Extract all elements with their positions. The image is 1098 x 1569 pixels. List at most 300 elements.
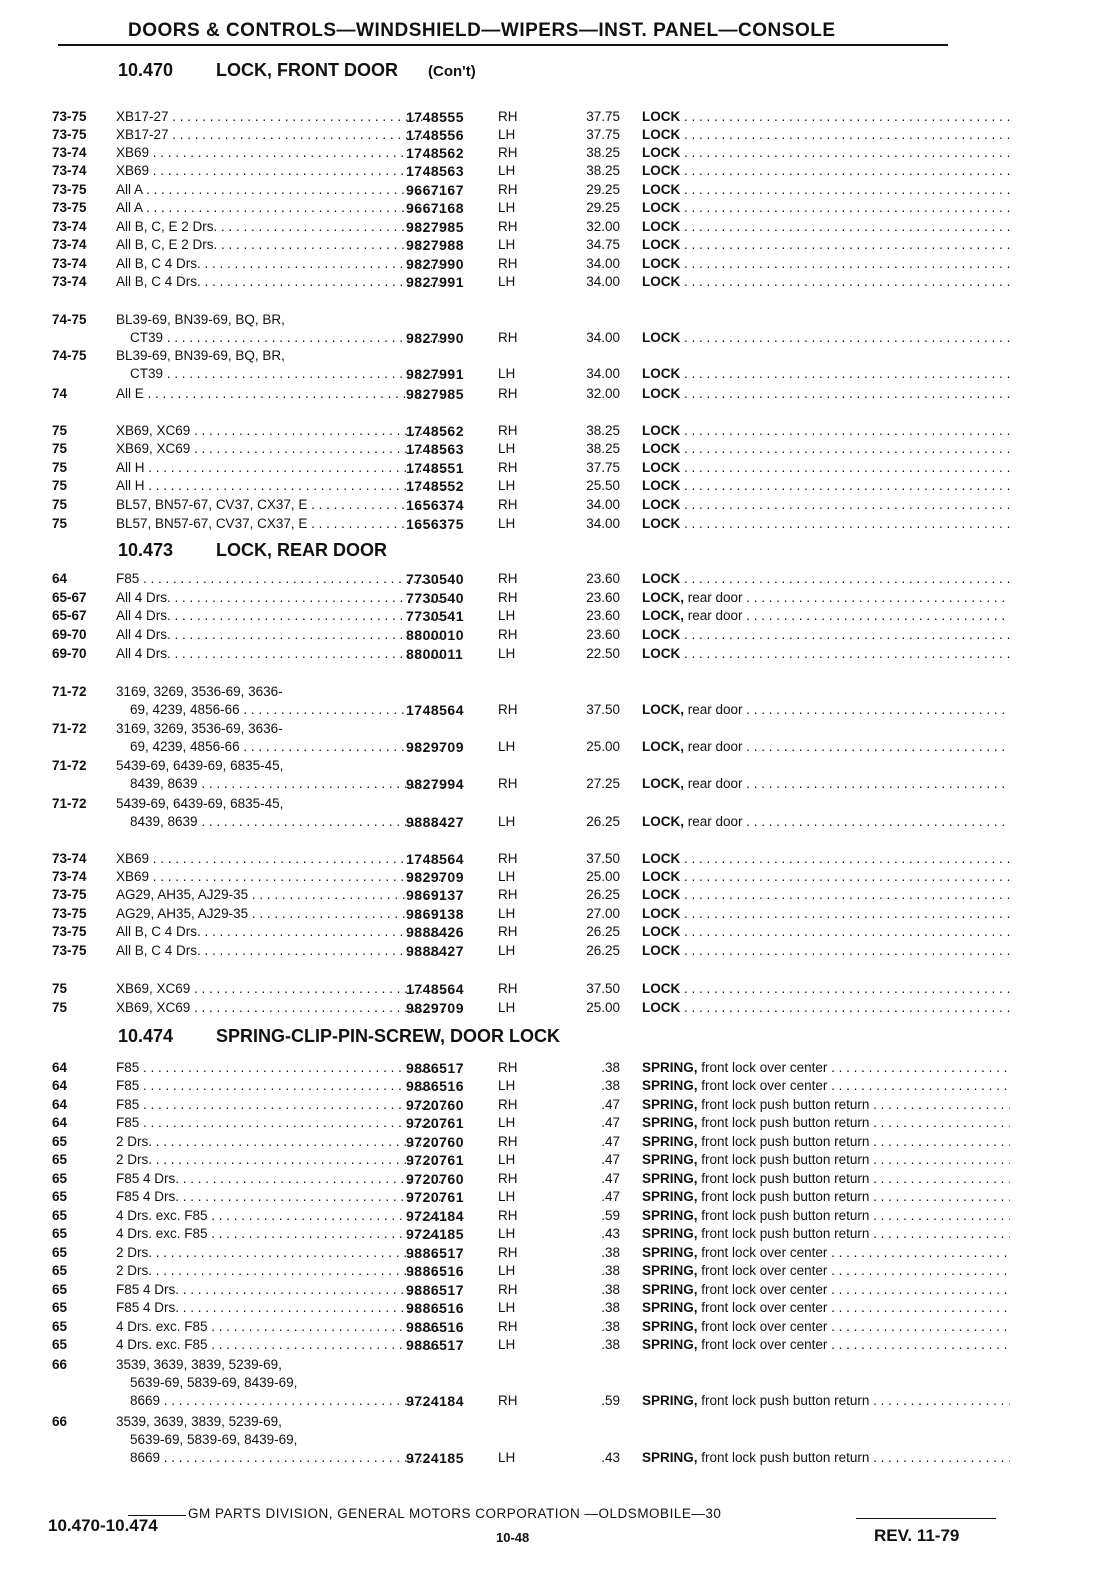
side: RH xyxy=(498,887,518,902)
side: LH xyxy=(498,608,516,623)
part-number: 9886516 xyxy=(406,1263,465,1279)
side: RH xyxy=(498,702,518,717)
footer-page-number: 10-48 xyxy=(496,1530,530,1545)
part-number: 1656375 xyxy=(406,516,465,532)
model-code-continued: 8669 . . . xyxy=(130,1392,446,1410)
model-year: 73-74 xyxy=(52,219,87,234)
price: .38 xyxy=(601,1282,620,1297)
description-note: rear door xyxy=(687,702,743,717)
description-name: SPRING, xyxy=(642,1245,698,1260)
description xyxy=(642,850,1010,868)
description-note: front lock push button return xyxy=(701,1393,870,1408)
side: RH xyxy=(498,1097,518,1112)
price: .47 xyxy=(601,1115,620,1130)
description xyxy=(642,385,1010,403)
description xyxy=(642,980,1010,998)
description-name: LOCK, xyxy=(642,608,684,623)
price: 27.25 xyxy=(586,776,620,791)
model-code: F85 . . . xyxy=(116,1077,446,1095)
model-year: 73-74 xyxy=(52,869,87,884)
description-note: front lock over center xyxy=(701,1337,828,1352)
model-year: 73-74 xyxy=(52,274,87,289)
description xyxy=(642,365,1010,383)
section-heading xyxy=(118,60,476,81)
price: .38 xyxy=(601,1078,620,1093)
description xyxy=(642,1318,1010,1336)
model-year: 71-72 xyxy=(52,796,87,811)
description-name: LOCK xyxy=(642,441,681,456)
price: .38 xyxy=(601,1337,620,1352)
description-note: rear door xyxy=(687,608,743,623)
side: RH xyxy=(498,386,518,401)
price: 34.00 xyxy=(586,497,620,512)
description-name: LOCK xyxy=(642,943,681,958)
description xyxy=(642,905,1010,923)
side: RH xyxy=(498,776,518,791)
model-year: 74-75 xyxy=(52,312,87,327)
description-name: SPRING, xyxy=(642,1152,698,1167)
part-number: 1748563 xyxy=(406,163,465,179)
table-row xyxy=(52,162,1012,180)
description xyxy=(642,886,1010,904)
model-year: 65-67 xyxy=(52,590,87,605)
price: 34.00 xyxy=(586,256,620,271)
side: LH xyxy=(498,646,516,661)
description xyxy=(642,1449,1010,1467)
part-number: 9827985 xyxy=(406,386,465,402)
side: LH xyxy=(498,1226,516,1241)
side: RH xyxy=(498,497,518,512)
model-year: 75 xyxy=(52,1000,68,1015)
description-name: SPRING, xyxy=(642,1393,698,1408)
price: 34.00 xyxy=(586,366,620,381)
description xyxy=(642,515,1010,533)
part-number: 9724184 xyxy=(406,1208,465,1224)
side: RH xyxy=(498,924,518,939)
price: 32.00 xyxy=(586,219,620,234)
part-number: 1748552 xyxy=(406,478,465,494)
table-row xyxy=(52,645,1012,663)
side: LH xyxy=(498,814,516,829)
description xyxy=(642,868,1010,886)
description xyxy=(642,1281,1010,1299)
model-code-continued: 5639-69, 5839-69, 8439-69, xyxy=(130,1432,298,1447)
model-year: 65 xyxy=(52,1152,68,1167)
model-year: 65 xyxy=(52,1300,68,1315)
model-code: AG29, AH35, AJ29-35 . . . xyxy=(116,905,446,923)
price: 38.25 xyxy=(586,423,620,438)
price: .38 xyxy=(601,1319,620,1334)
description-note: front lock push button return xyxy=(701,1097,870,1112)
side: RH xyxy=(498,571,518,586)
model-code: 4 Drs. exc. F85 . . . xyxy=(116,1318,446,1336)
price: 38.25 xyxy=(586,163,620,178)
model-year: 73-75 xyxy=(52,906,87,921)
price: 34.00 xyxy=(586,330,620,345)
description-name: LOCK xyxy=(642,906,681,921)
side: LH xyxy=(498,1450,516,1465)
description xyxy=(642,1392,1010,1410)
model-year: 69-70 xyxy=(52,627,87,642)
model-year: 73-75 xyxy=(52,109,87,124)
table-row xyxy=(52,1077,1012,1095)
model-year: 65 xyxy=(52,1208,68,1223)
model-code: 2 Drs. . . . xyxy=(116,1262,446,1280)
side: RH xyxy=(498,1208,518,1223)
section-continued: (Con't) xyxy=(428,63,476,80)
description-name: LOCK xyxy=(642,497,681,512)
part-number: 9827994 xyxy=(406,776,465,792)
model-code: All 4 Drs. . . . xyxy=(116,607,446,625)
model-code: 3169, 3269, 3536-69, 3636- xyxy=(116,721,283,736)
model-year: 66 xyxy=(52,1357,68,1372)
side: LH xyxy=(498,237,516,252)
footer-publisher: GM PARTS DIVISION, GENERAL MOTORS CORPORATION —OLDSMOBILE—30 xyxy=(188,1506,722,1521)
model-code: All B, C, E 2 Drs. . . . xyxy=(116,218,446,236)
part-number: 9827990 xyxy=(406,256,465,272)
description xyxy=(642,999,1010,1017)
model-code: 4 Drs. exc. F85 . . . xyxy=(116,1336,446,1354)
model-code: XB69, XC69 . . . xyxy=(116,422,446,440)
description-name: LOCK xyxy=(642,646,681,661)
model-year: 64 xyxy=(52,1078,68,1093)
part-number: 9886516 xyxy=(406,1319,465,1335)
model-code: 3539, 3639, 3839, 5239-69, xyxy=(116,1357,282,1372)
table-row xyxy=(52,440,1012,458)
model-code: 2 Drs. . . . xyxy=(116,1133,446,1151)
side: RH xyxy=(498,1319,518,1334)
description xyxy=(642,273,1010,291)
model-code: All B, C 4 Drs. . . . xyxy=(116,923,446,941)
description-name: LOCK, xyxy=(642,702,684,717)
table-row xyxy=(52,496,1012,514)
section-number: 10.474 xyxy=(118,1026,174,1046)
part-number: 9720760 xyxy=(406,1097,465,1113)
part-number: 9720760 xyxy=(406,1134,465,1150)
side: LH xyxy=(498,1189,516,1204)
side: RH xyxy=(498,1393,518,1408)
model-code: 2 Drs. . . . xyxy=(116,1151,446,1169)
description-name: SPRING, xyxy=(642,1134,698,1149)
price: .47 xyxy=(601,1152,620,1167)
model-code: 3539, 3639, 3839, 5239-69, xyxy=(116,1414,282,1429)
description xyxy=(642,329,1010,347)
model-code: BL57, BN57-67, CV37, CX37, E . . . xyxy=(116,515,446,533)
price: .47 xyxy=(601,1189,620,1204)
part-number: 8800010 xyxy=(406,627,465,643)
description-note: front lock push button return xyxy=(701,1115,870,1130)
model-year: 75 xyxy=(52,423,68,438)
price: 25.00 xyxy=(586,739,620,754)
description xyxy=(642,459,1010,477)
table-row xyxy=(52,255,1012,273)
side: LH xyxy=(498,127,516,142)
model-year: 74 xyxy=(52,386,68,401)
table-row xyxy=(52,607,1012,625)
page-footer xyxy=(48,1502,996,1552)
description-name: LOCK xyxy=(642,1000,681,1015)
part-number: 8800011 xyxy=(406,646,464,662)
description-name: SPRING, xyxy=(642,1171,698,1186)
model-year: 75 xyxy=(52,516,68,531)
description-note: rear door xyxy=(687,776,743,791)
description xyxy=(642,440,1010,458)
description-name: LOCK xyxy=(642,571,681,586)
model-code-continued: 8669 . . . xyxy=(130,1449,446,1467)
model-year: 65 xyxy=(52,1226,68,1241)
description-name: LOCK xyxy=(642,274,681,289)
price: 29.25 xyxy=(586,200,620,215)
description xyxy=(642,218,1010,236)
model-year: 65-67 xyxy=(52,608,87,623)
description-name: LOCK xyxy=(642,256,681,271)
model-code: All 4 Drs. . . . xyxy=(116,589,446,607)
description-note: front lock over center xyxy=(701,1078,828,1093)
part-number: 9720760 xyxy=(406,1171,465,1187)
table-row xyxy=(52,329,1012,347)
description-name: LOCK xyxy=(642,460,681,475)
table-row xyxy=(52,738,1012,756)
section-heading xyxy=(118,1026,560,1047)
description-note: front lock over center xyxy=(701,1245,828,1260)
description-note: front lock push button return xyxy=(701,1134,870,1149)
part-number: 9667167 xyxy=(406,182,465,198)
side: RH xyxy=(498,460,518,475)
table-row xyxy=(52,683,1012,701)
description-name: LOCK xyxy=(642,109,681,124)
part-number: 1748556 xyxy=(406,127,465,143)
table-row xyxy=(52,1207,1012,1225)
side: RH xyxy=(498,182,518,197)
description-name: LOCK xyxy=(642,182,681,197)
table-row xyxy=(52,923,1012,941)
description-note: front lock over center xyxy=(701,1282,828,1297)
table-row xyxy=(52,980,1012,998)
model-year: 65 xyxy=(52,1282,68,1297)
price: 38.25 xyxy=(586,145,620,160)
price: 25.00 xyxy=(586,869,620,884)
model-year: 75 xyxy=(52,478,68,493)
side: LH xyxy=(498,274,516,289)
model-year: 73-74 xyxy=(52,256,87,271)
description xyxy=(642,1188,1010,1206)
part-number: 9827991 xyxy=(406,366,465,382)
table-row xyxy=(52,1281,1012,1299)
price: 37.50 xyxy=(586,702,620,717)
model-year: 65 xyxy=(52,1337,68,1352)
table-row xyxy=(52,1413,1012,1431)
part-number: 9667168 xyxy=(406,200,465,216)
model-year: 66 xyxy=(52,1414,68,1429)
model-year: 64 xyxy=(52,1097,68,1112)
price: 25.00 xyxy=(586,1000,620,1015)
description-name: SPRING, xyxy=(642,1060,698,1075)
section-title: LOCK, REAR DOOR xyxy=(216,540,387,560)
price: .59 xyxy=(601,1208,620,1223)
model-code: All B, C 4 Drs. . . . xyxy=(116,255,446,273)
table-row xyxy=(52,757,1012,775)
table-row xyxy=(52,1170,1012,1188)
section-number: 10.470 xyxy=(118,60,174,80)
side: LH xyxy=(498,869,516,884)
part-number: 9827988 xyxy=(406,237,465,253)
price: .38 xyxy=(601,1060,620,1075)
table-row xyxy=(52,850,1012,868)
part-number: 9886516 xyxy=(406,1078,465,1094)
table-row xyxy=(52,144,1012,162)
price: 23.60 xyxy=(586,590,620,605)
price: 37.50 xyxy=(586,851,620,866)
price: .43 xyxy=(601,1226,620,1241)
table-row xyxy=(52,720,1012,738)
section-title: LOCK, FRONT DOOR xyxy=(216,60,398,80)
model-code: BL57, BN57-67, CV37, CX37, E . . . xyxy=(116,496,446,514)
model-code-continued: 8439, 8639 . . . xyxy=(130,813,446,831)
model-year: 73-75 xyxy=(52,127,87,142)
price: 22.50 xyxy=(586,646,620,661)
description-name: SPRING, xyxy=(642,1078,698,1093)
price: .47 xyxy=(601,1097,620,1112)
description xyxy=(642,1114,1010,1132)
model-code: BL39-69, BN39-69, BQ, BR, xyxy=(116,312,285,327)
side: RH xyxy=(498,981,518,996)
description xyxy=(642,923,1010,941)
section-title: SPRING-CLIP-PIN-SCREW, DOOR LOCK xyxy=(216,1026,561,1046)
price: 23.60 xyxy=(586,571,620,586)
description-note: front lock push button return xyxy=(701,1152,870,1167)
description-name: LOCK, xyxy=(642,814,684,829)
model-code-continued: 69, 4239, 4856-66 . . . xyxy=(130,701,446,719)
description xyxy=(642,570,1010,588)
model-code: AG29, AH35, AJ29-35 . . . xyxy=(116,886,446,904)
part-number: 1748562 xyxy=(406,423,465,439)
part-number: 9886517 xyxy=(406,1337,465,1353)
price: 26.25 xyxy=(586,814,620,829)
description-note: front lock over center xyxy=(701,1263,828,1278)
page-title: DOORS & CONTROLS—WINDSHIELD—WIPERS—INST. PANEL—CONSOLE xyxy=(128,20,836,41)
part-number: 1748564 xyxy=(406,981,465,997)
price: 26.25 xyxy=(586,924,620,939)
table-row xyxy=(52,422,1012,440)
part-number: 9829709 xyxy=(406,1000,465,1016)
side: LH xyxy=(498,1115,516,1130)
table-row xyxy=(52,1299,1012,1317)
description-name: SPRING, xyxy=(642,1450,698,1465)
model-year: 73-75 xyxy=(52,943,87,958)
model-code: All B, C 4 Drs. . . . xyxy=(116,273,446,291)
side: LH xyxy=(498,1152,516,1167)
model-year: 75 xyxy=(52,460,68,475)
part-number: 9886517 xyxy=(406,1060,465,1076)
model-code-continued: 69, 4239, 4856-66 . . . xyxy=(130,738,446,756)
description xyxy=(642,144,1010,162)
description-name: SPRING, xyxy=(642,1097,698,1112)
model-code: XB69 . . . xyxy=(116,868,446,886)
side: LH xyxy=(498,1263,516,1278)
description-note: rear door xyxy=(687,739,743,754)
model-code: F85 4 Drs. . . . xyxy=(116,1188,446,1206)
price: .47 xyxy=(601,1134,620,1149)
model-code: 4 Drs. exc. F85 . . . xyxy=(116,1225,446,1243)
table-row xyxy=(52,999,1012,1017)
description-note: front lock push button return xyxy=(701,1171,870,1186)
model-year: 73-74 xyxy=(52,145,87,160)
side: LH xyxy=(498,739,516,754)
description-name: LOCK xyxy=(642,219,681,234)
description-name: LOCK xyxy=(642,924,681,939)
description xyxy=(642,589,1010,607)
table-row xyxy=(52,775,1012,793)
description xyxy=(642,1207,1010,1225)
side: RH xyxy=(498,590,518,605)
description-note: front lock push button return xyxy=(701,1226,870,1241)
model-code: 2 Drs. . . . xyxy=(116,1244,446,1262)
part-number: 9886517 xyxy=(406,1245,465,1261)
description-name: LOCK xyxy=(642,386,681,401)
description-name: LOCK xyxy=(642,516,681,531)
description-name: SPRING, xyxy=(642,1300,698,1315)
footer-section-range: 10.470-10.474 xyxy=(48,1516,158,1535)
model-year: 65 xyxy=(52,1319,68,1334)
description xyxy=(642,1170,1010,1188)
table-row xyxy=(52,311,1012,329)
part-number: 9720761 xyxy=(406,1115,465,1131)
description-name: LOCK xyxy=(642,200,681,215)
model-year: 69-70 xyxy=(52,646,87,661)
side: LH xyxy=(498,441,516,456)
part-number: 9886516 xyxy=(406,1300,465,1316)
footer-revision: REV. 11-79 xyxy=(874,1526,960,1545)
model-year: 74-75 xyxy=(52,348,87,363)
table-row xyxy=(52,1318,1012,1336)
part-number: 9869137 xyxy=(406,887,465,903)
model-code: F85 . . . xyxy=(116,570,446,588)
description-name: SPRING, xyxy=(642,1115,698,1130)
price: 34.00 xyxy=(586,516,620,531)
description-name: LOCK, xyxy=(642,590,684,605)
model-year: 73-75 xyxy=(52,887,87,902)
description-name: LOCK xyxy=(642,127,681,142)
price: .43 xyxy=(601,1450,620,1465)
description xyxy=(642,1262,1010,1280)
description-name: LOCK xyxy=(642,145,681,160)
price: 34.75 xyxy=(586,237,620,252)
model-year: 65 xyxy=(52,1171,68,1186)
price: 37.50 xyxy=(586,981,620,996)
price: .38 xyxy=(601,1263,620,1278)
price: .47 xyxy=(601,1171,620,1186)
table-row xyxy=(52,1059,1012,1077)
description xyxy=(642,607,1010,625)
model-code: All E . . . xyxy=(116,385,446,403)
table-row xyxy=(52,199,1012,217)
model-code: F85 4 Drs. . . . xyxy=(116,1170,446,1188)
table-row xyxy=(52,126,1012,144)
part-number: 9888427 xyxy=(406,814,465,830)
side: LH xyxy=(498,943,516,958)
part-number: 9888427 xyxy=(406,943,465,959)
model-code: XB69 . . . xyxy=(116,144,446,162)
side: RH xyxy=(498,219,518,234)
table-row xyxy=(52,1262,1012,1280)
model-code: F85 . . . xyxy=(116,1096,446,1114)
description-name: LOCK xyxy=(642,366,681,381)
part-number: 9724185 xyxy=(406,1226,465,1242)
model-code: All H . . . xyxy=(116,459,446,477)
model-year: 71-72 xyxy=(52,684,87,699)
model-year: 71-72 xyxy=(52,758,87,773)
side: LH xyxy=(498,200,516,215)
